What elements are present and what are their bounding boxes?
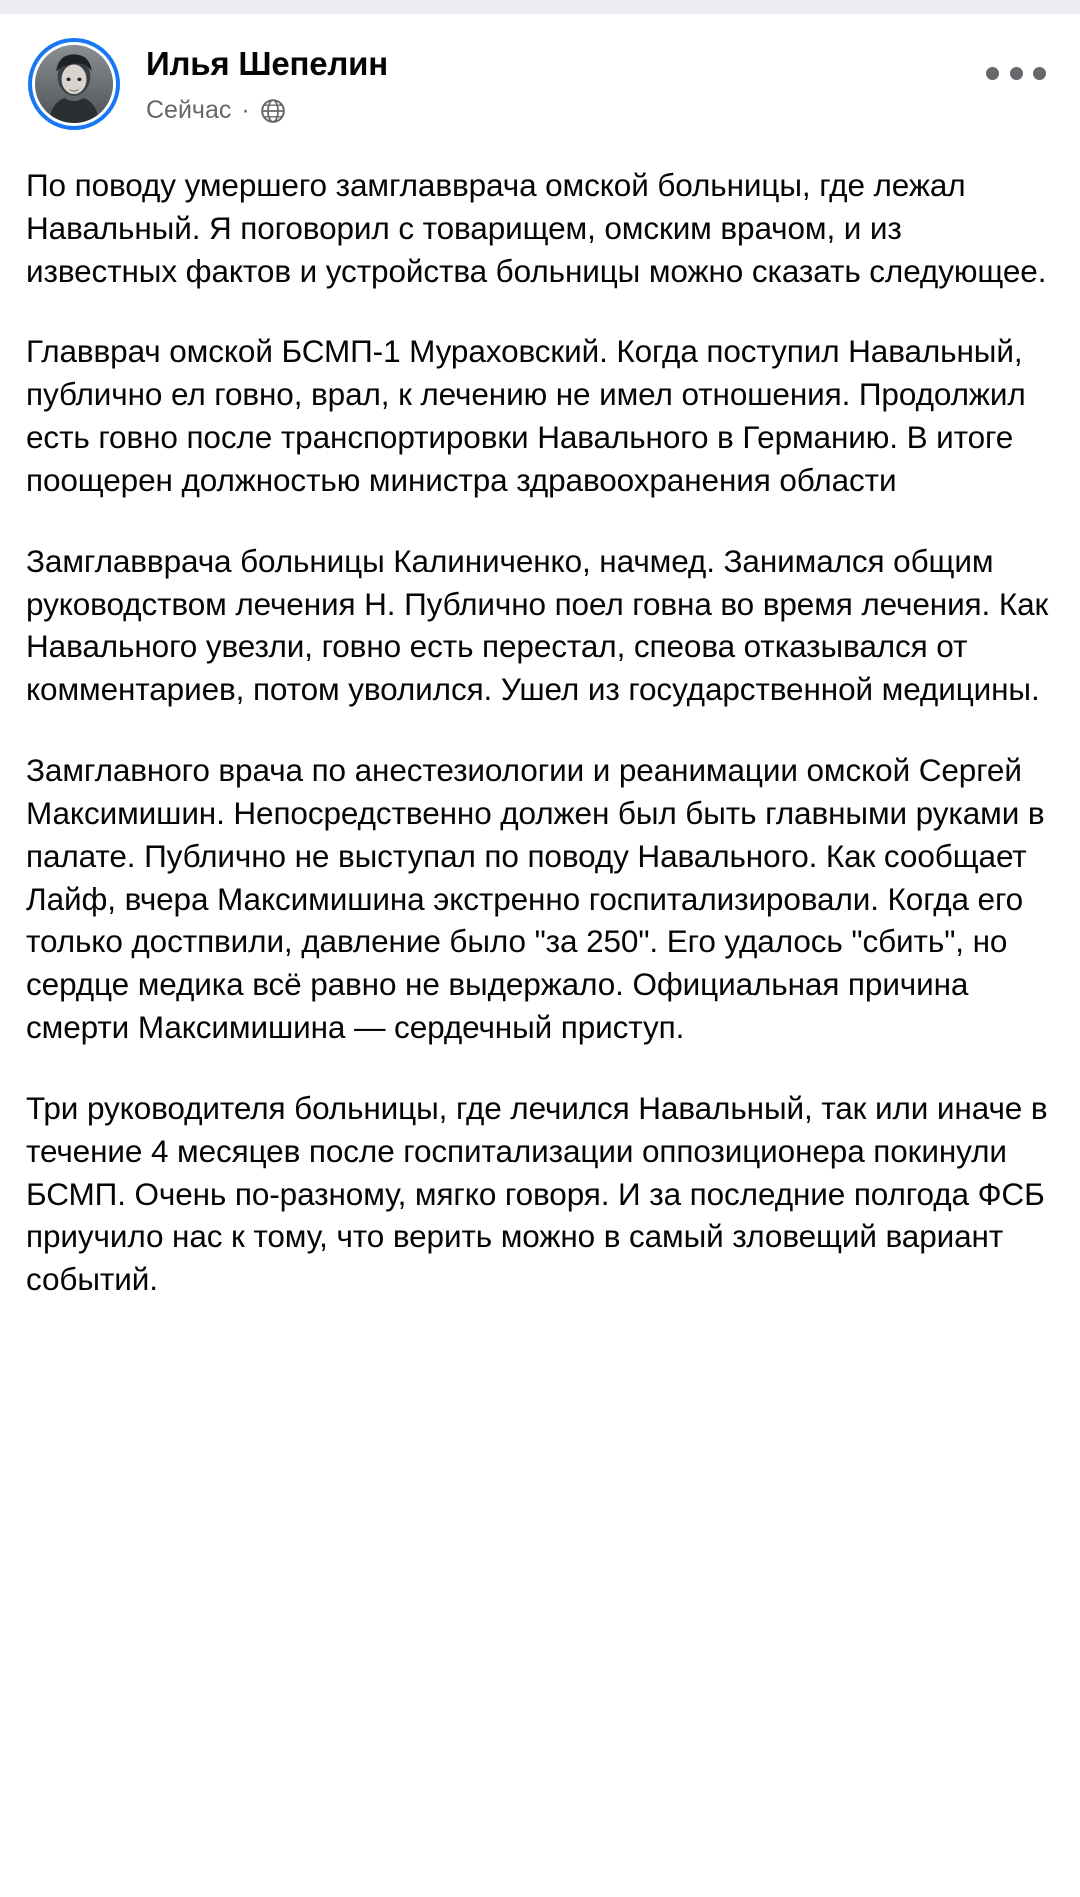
post-timestamp[interactable]: Сейчас — [146, 95, 232, 124]
avatar-image — [35, 45, 113, 123]
more-options-icon[interactable] — [986, 58, 1046, 88]
post-meta — [146, 96, 1052, 125]
post-header — [0, 14, 1080, 130]
avatar[interactable] — [28, 38, 120, 130]
post-paragraph: Замглавврача больницы Калиниченко, начмед. Занимался общим руководством лечения Н. Публично поел говна во время лечения. Как Навального увезли, говно есть перестал, спеова отказывался от комментариев, потом уволился. Ушел из государственной медицины. — [26, 542, 1057, 708]
post-paragraph: Три руководителя больницы, где лечился Навальный, так или иначе в течение 4 месяцев после госпитализации оппозиционера покинули БСМП. Очень по-разному, мягко говоря. И за последние полгода ФСБ приучило нас к тому, что верить можно в самый зловещий вариант событий. — [26, 1089, 1057, 1298]
post-body — [0, 130, 1080, 1311]
top-strip — [0, 0, 1080, 14]
post-paragraph: По поводу умершего замглавврача омской больницы, где лежал Навальный. Я поговорил с товарищем, омским врачом, и из известных фактов и устройства больницы можно сказать следующее. — [26, 167, 1047, 289]
post-header-text — [146, 38, 1052, 125]
more-dot-2 — [1010, 67, 1023, 80]
more-dot-3 — [1033, 67, 1046, 80]
meta-separator: · — [241, 95, 250, 124]
post-paragraph: Главврач омской БСМП-1 Мураховский. Когда поступил Навальный, публично ел говно, врал, к лечению не имел отношения. Продолжил есть говно после транспортировки Навального в Германию. В итоге поощерен должностью министра здравоохранения области — [26, 333, 1035, 498]
post-paragraph: Замглавного врача по анестезиологии и реанимации омской Сергей Максимишин. Непосредственно должен был быть главными руками в палате. Публично не выступал по поводу Навального. Как сообщает Лайф, вчера Максимишина экстренно госпитализировали. Когда его только достпвили, давление было "за 250". Его удалось "сбить", но сердце медика всё равно не выдержало. Официальная причина смерти Максимишина — сердечный приступ. — [26, 752, 1054, 1046]
more-dot-1 — [986, 67, 999, 80]
author-name[interactable]: Илья Шепелин — [146, 45, 388, 82]
globe-icon[interactable] — [260, 98, 286, 124]
